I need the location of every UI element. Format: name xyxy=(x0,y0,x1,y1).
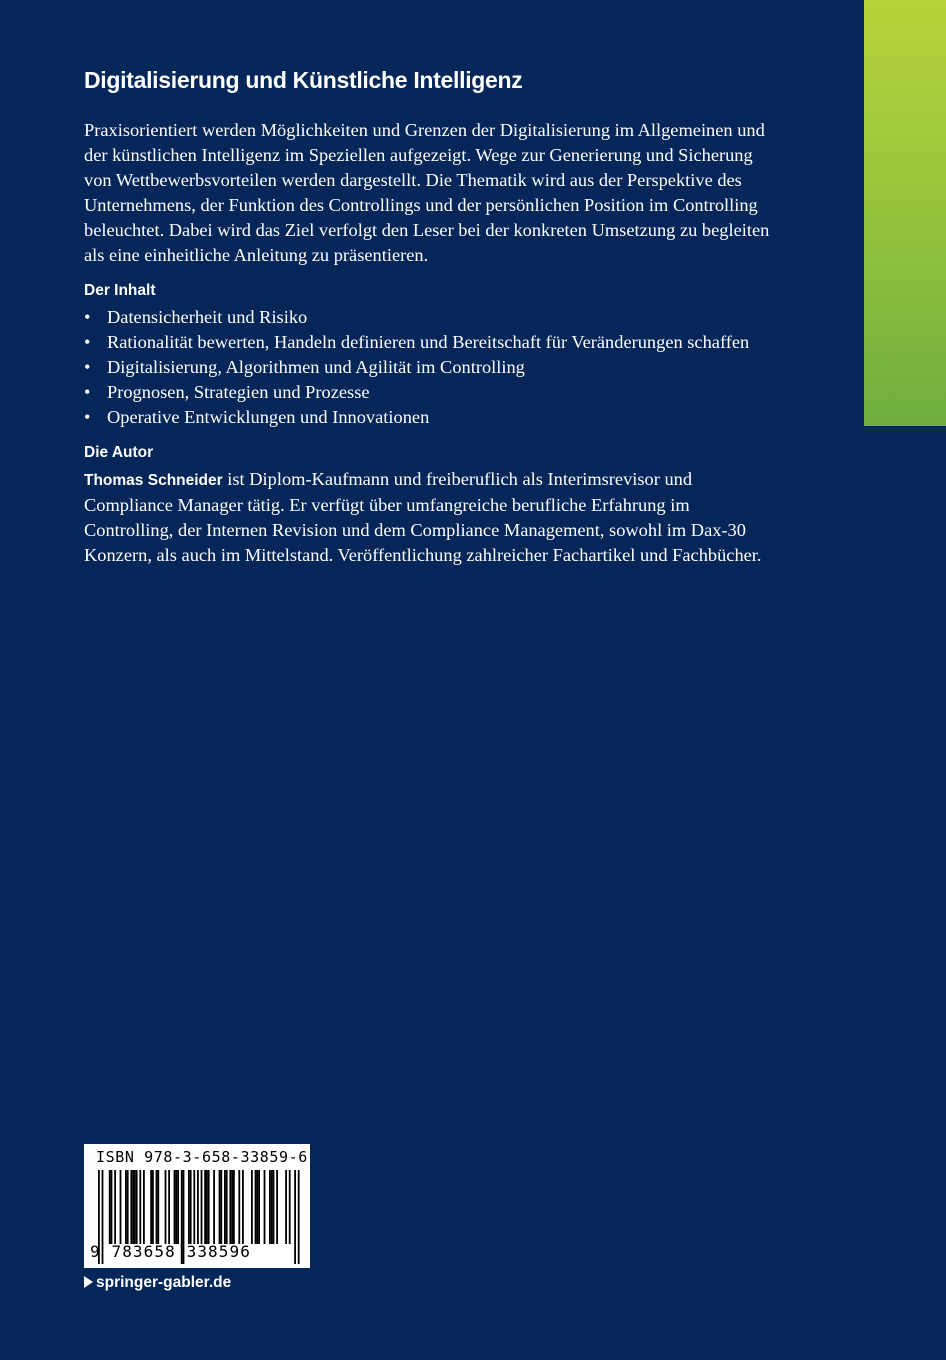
book-title: Digitalisierung und Künstliche Intelligenz xyxy=(84,67,523,93)
isbn-label: ISBN 978-3-658-33859-6 xyxy=(96,1148,308,1166)
bullet-icon: • xyxy=(84,407,91,427)
publisher-website xyxy=(84,1272,231,1294)
bullet-icon: • xyxy=(84,307,91,327)
bullet-icon: • xyxy=(84,382,91,402)
author-heading: Die Autor xyxy=(84,444,154,461)
list-item: • Rationalität bewerten, Handeln definieren und Bereitschaft für Veränderungen schaffen xyxy=(84,330,774,355)
list-item: • Prognosen, Strategien und Prozesse xyxy=(84,380,774,405)
isbn-barcode xyxy=(84,1144,310,1268)
accent-color-bar xyxy=(864,0,946,426)
list-item: • Digitalisierung, Algorithmen und Agilität im Controlling xyxy=(84,355,774,380)
contents-list xyxy=(84,305,774,430)
contents-heading: Der Inhalt xyxy=(84,282,156,299)
barcode-digits: 9 783658 338596 xyxy=(90,1242,251,1261)
bullet-icon: • xyxy=(84,332,91,352)
list-item: • Operative Entwicklungen und Innovationen xyxy=(84,405,774,430)
bullet-icon: • xyxy=(84,357,91,377)
author-name: Thomas Schneider xyxy=(84,472,223,489)
back-cover-content xyxy=(84,62,774,568)
book-description: Praxisorientiert werden Möglichkeiten und Grenzen der Digitalisierung im Allgemeinen und der künstlichen Intelligenz im Speziellen aufgezeigt. Wege zur Generierung und Sicherung von Wettbewerbsvorteilen werden dargestellt. Die Thematik wird aus der Perspektive des Unternehmens, der Funktion des Controllings und der persönlichen Position im Controlling beleuchtet. Dabei wird das Ziel verfolgt den Leser bei der konkreten Umsetzung zu begleiten als eine einheitliche Anleitung zu präsentieren. xyxy=(84,120,770,265)
author-bio-text: ist Diplom-Kaufmann und freiberuflich als Interimsrevisor und Compliance Manager tätig. Er verfügt über umfangreiche berufliche Erfahrung im Controlling, der Internen Revision und dem Compliance Management, sowohl im Dax-30 Konzern, als auch im Mittelstand. Veröffentlichung zahlreicher Fachartikel und Fachbücher. xyxy=(84,469,762,565)
author-bio xyxy=(84,467,774,568)
website-link: springer-gabler.de xyxy=(96,1274,232,1291)
arrow-right-icon xyxy=(84,1276,93,1288)
list-item: • Datensicherheit und Risiko xyxy=(84,305,774,330)
